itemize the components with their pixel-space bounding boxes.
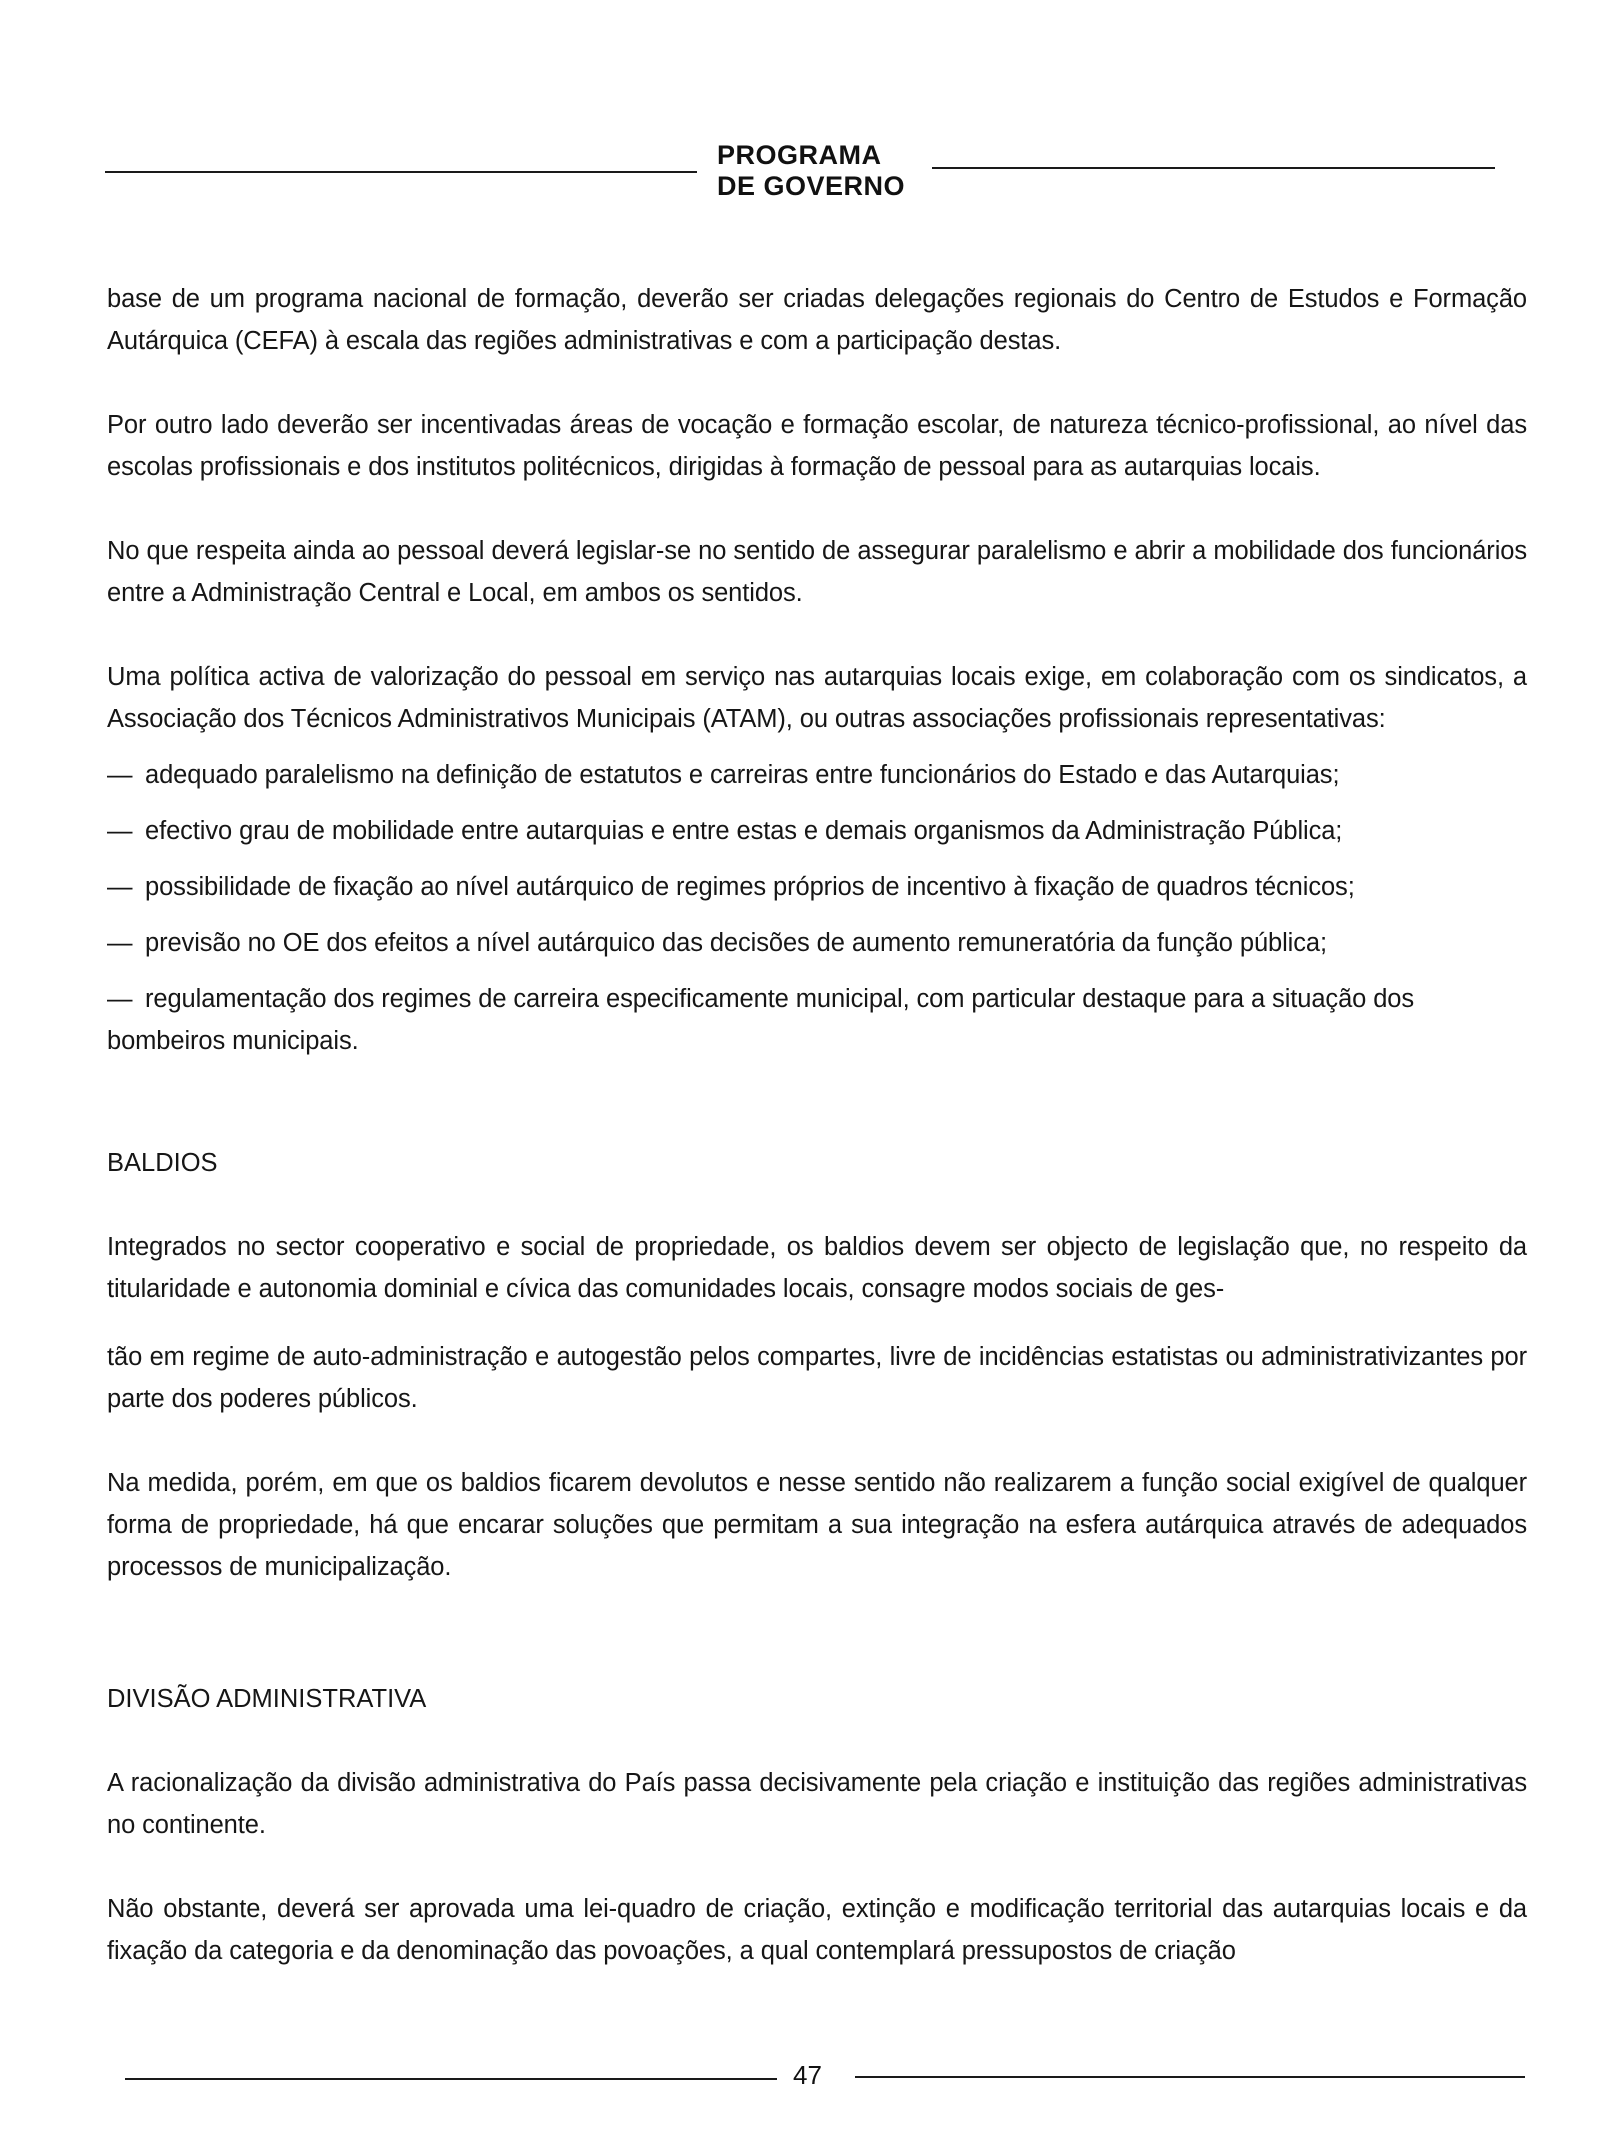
list-item-text: regulamentação dos regimes de carreira especificamente municipal, com particular destaque para a situação dos bombeiros municipais. [107, 985, 1415, 1055]
paragraph-mobilidade: No que respeita ainda ao pessoal deverá legislar-se no sentido de assegurar paralelismo e abrir a mobilidade dos funcionários entre a Administração Central e Local, em ambos os sentidos. [107, 537, 1527, 607]
section-spacer [107, 1630, 1527, 1678]
list-item [107, 978, 1527, 1062]
list-item [107, 810, 1527, 852]
header-title [717, 140, 905, 202]
page-header [105, 140, 1495, 210]
list-item-text: efectivo grau de mobilidade entre autarquias e entre estas e demais organismos da Administração Pública; [145, 817, 1343, 845]
measures-list [107, 754, 1527, 1062]
list-dash: — [107, 817, 133, 845]
footer-rule-right [855, 2076, 1525, 2078]
list-dash: — [107, 761, 133, 789]
paragraph-baldios-1-continued: tão em regime de auto-administração e autogestão pelos compartes, livre de incidências estatistas ou administrativizantes por parte dos poderes públicos. [107, 1343, 1527, 1413]
header-title-line-1: PROGRAMA [717, 140, 882, 170]
header-rule-right [932, 167, 1495, 169]
paragraph-baldios-1: Integrados no sector cooperativo e social de propriedade, os baldios devem ser objecto de legislação que, no respeito da titularidade e autonomia dominial e cívica das comunidades locais, consagre modos sociais de ges- [107, 1233, 1527, 1303]
page-footer [125, 2058, 1525, 2098]
paragraph-baldios-2: Na medida, porém, em que os baldios ficarem devolutos e nesse sentido não realizarem a função social exigível de qualquer forma de propriedade, há que encarar soluções que permitam a sua integração na esfera autárquica através de adequados processos de municipalização. [107, 1469, 1527, 1581]
footer-rule-left [125, 2078, 777, 2080]
paragraph-politica-activa: Uma política activa de valorização do pessoal em serviço nas autarquias locais exige, em colaboração com os sindicatos, a Associação dos Técnicos Administrativos Municipais (ATAM), ou outras associações profissionais representativas: [107, 663, 1527, 733]
list-item [107, 922, 1527, 964]
list-item-text: previsão no OE dos efeitos a nível autárquico das decisões de aumento remuneratória da função pública; [145, 929, 1327, 957]
header-rule-left [105, 171, 697, 173]
paragraph-cefa: base de um programa nacional de formação, deverão ser criadas delegações regionais do Centro de Estudos e Formação Autárquica (CEFA) à escala das regiões administrativas e com a participação destas. [107, 285, 1527, 355]
page-body [107, 278, 1527, 1972]
header-title-line-2: DE GOVERNO [717, 171, 906, 201]
list-dash: — [107, 985, 133, 1013]
page-number: 47 [793, 2060, 822, 2090]
list-dash: — [107, 929, 133, 957]
list-item-text: adequado paralelismo na definição de estatutos e carreiras entre funcionários do Estado e das Autarquias; [145, 761, 1340, 789]
section-heading-divisao: DIVISÃO ADMINISTRATIVA [107, 1685, 427, 1713]
section-heading-baldios: BALDIOS [107, 1149, 218, 1177]
paragraph-divisao-2: Não obstante, deverá ser aprovada uma lei-quadro de criação, extinção e modificação territorial das autarquias locais e da fixação da categoria e da denominação das povoações, a qual contemplará pressupostos de criação [107, 1895, 1527, 1965]
list-item [107, 866, 1527, 908]
list-dash: — [107, 873, 133, 901]
paragraph-formacao-escolar: Por outro lado deverão ser incentivadas áreas de vocação e formação escolar, de natureza técnico-profissional, ao nível das escolas profissionais e dos institutos politécnicos, dirigidas à formação de pessoal para as autarquias locais. [107, 411, 1527, 481]
list-item-text: possibilidade de fixação ao nível autárquico de regimes próprios de incentivo à fixação de quadros técnicos; [145, 873, 1355, 901]
paragraph-divisao-1: A racionalização da divisão administrativa do País passa decisivamente pela criação e instituição das regiões administrativas no continente. [107, 1769, 1527, 1839]
list-item [107, 754, 1527, 796]
